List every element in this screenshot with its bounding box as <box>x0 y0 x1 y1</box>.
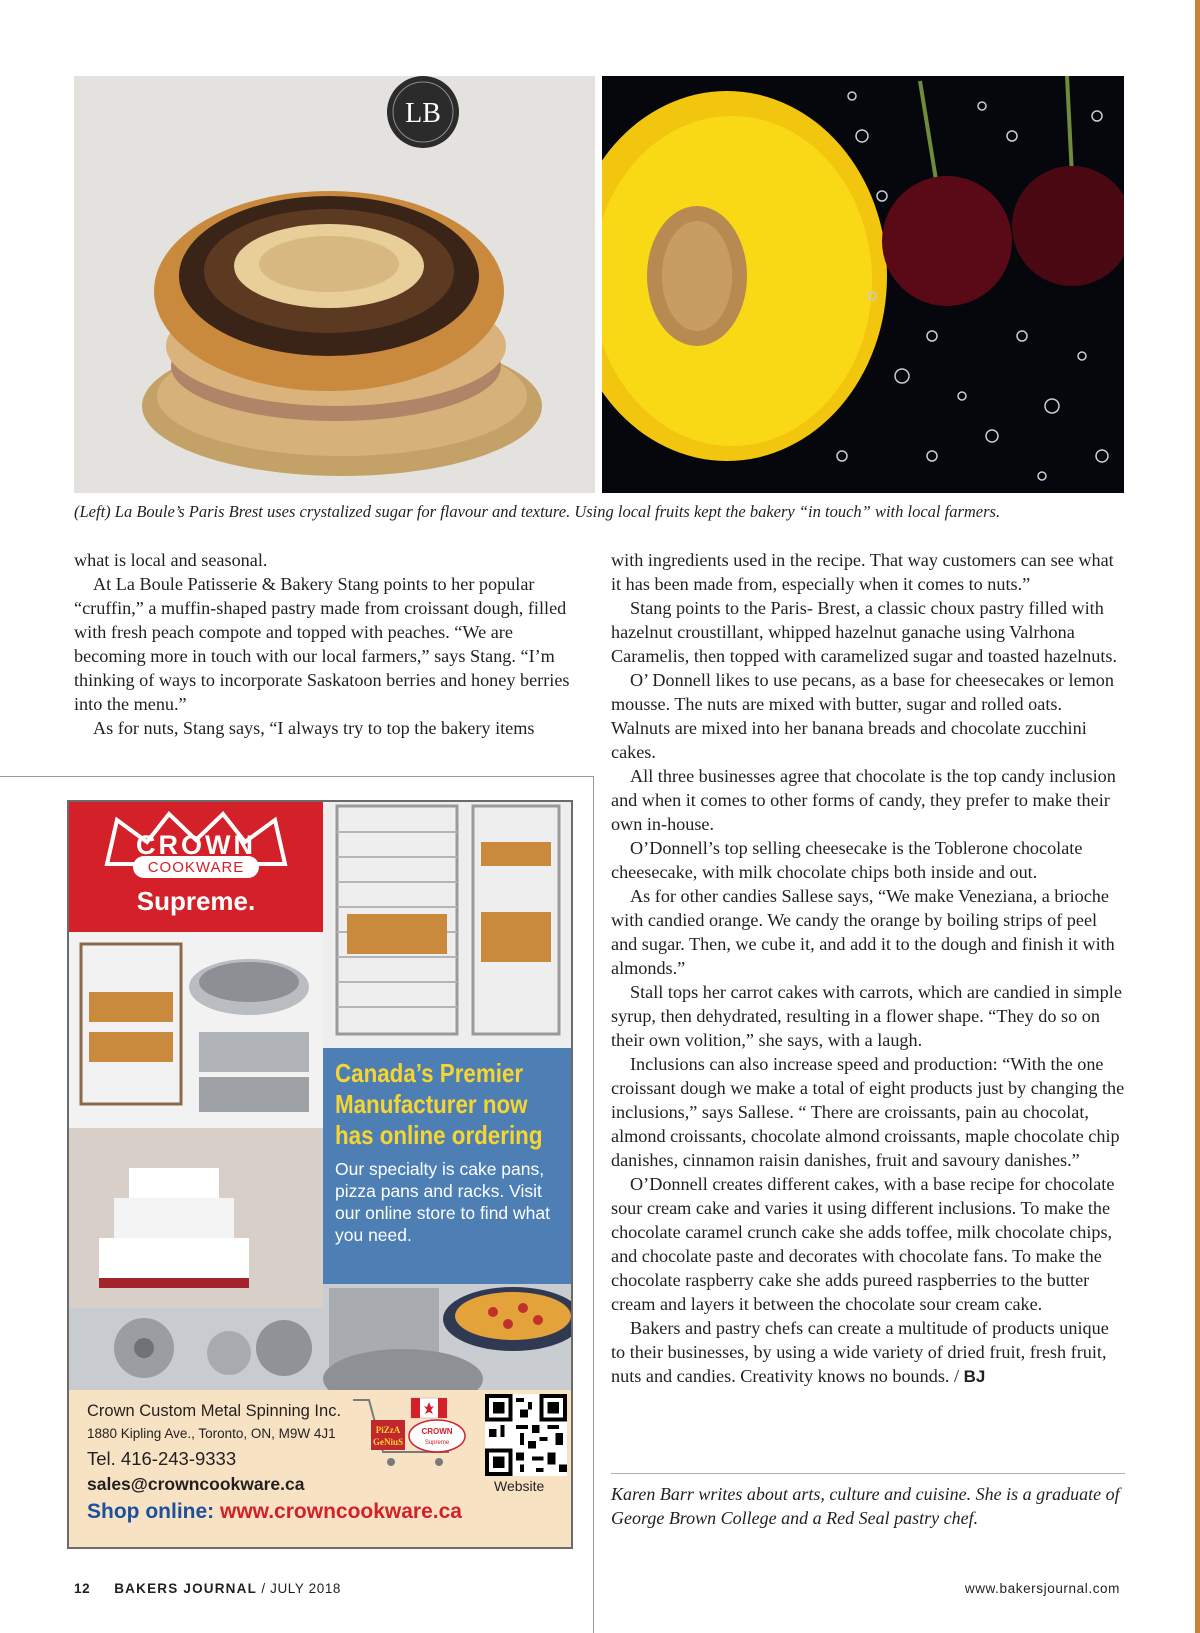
shop-online-label: Shop online: <box>87 1500 215 1523</box>
ad-contact-panel <box>69 1390 571 1547</box>
company-email[interactable]: sales@crowncookware.ca <box>87 1474 305 1494</box>
lb-badge-text: LB <box>405 98 441 129</box>
pizza-genius-cart-icon <box>349 1392 469 1482</box>
shop-online-link[interactable] <box>87 1500 462 1524</box>
paragraph: O’ Donnell likes to use pecans, as a base for cheesecakes or lemon mousse. The nuts are mixed with butter, sugar and rolled oats. Walnuts are mixed into her banana breads and chocolate zucchini cakes. <box>611 670 1114 762</box>
footer-folio <box>74 1581 341 1596</box>
peach-cherries-photo <box>602 76 1124 493</box>
magazine-name: BAKERS JOURNAL <box>114 1581 258 1596</box>
svg-text:CROWN: CROWN <box>421 1427 453 1436</box>
cart-pans-image <box>69 932 323 1128</box>
bun-rack-photo <box>323 802 571 1048</box>
ad-body-text: Our specialty is cake pans, pizza pans and racks. Visit our online store to find what you need. <box>335 1159 550 1245</box>
company-address: 1880 Kipling Ave., Toronto, ON, M9W 4J1 <box>87 1426 336 1441</box>
brand-cookware: COOKWARE <box>147 859 245 876</box>
closing-paragraph <box>611 1316 1125 1389</box>
peach-cherries-image <box>602 76 1124 493</box>
article-right-column <box>611 548 1125 1389</box>
shop-online-url[interactable]: www.crowncookware.ca <box>220 1500 462 1523</box>
bun-rack-image <box>323 802 571 1048</box>
crown-cookware-logo <box>69 802 323 932</box>
pizza-pans-image <box>323 1284 571 1390</box>
svg-text:PiZzA: PiZzA <box>375 1425 401 1435</box>
paragraph: Stang points to the Paris- Brest, a classic choux pastry filled with hazelnut croustillant, whipped hazelnut ganache using Valrhona Caramelis, then topped with caramelized sugar and toasted hazelnuts. <box>611 598 1118 666</box>
wedding-cake-image <box>69 1128 323 1390</box>
photo-caption: (Left) La Boule’s Paris Brest uses crystalized sugar for flavour and texture. Using local fruits kept the bakery “in touch” with local farmers. <box>74 502 1001 521</box>
brand-supreme: Supreme. <box>136 886 256 916</box>
paragraph: O’Donnell creates different cakes, with a base recipe for chocolate sour cream cake and varies it using different inclusions. To make the chocolate caramel crunch cake she adds toffee, milk chocolate chips, and chocolate paste and decorates with chocolate fans. To make the chocolate raspberry cake she adds pureed raspberries to the butter cream and layers it between the chocolate sour cream cake. <box>611 1174 1115 1314</box>
paragraph: Stall tops her carrot cakes with carrots, which are candied in simple syrup, then dehydrated, resulting in a flower shape. “They do so on their own volition,” she says, with a laugh. <box>611 982 1122 1050</box>
ad-message-panel <box>323 1048 573 1284</box>
paris-brest-photo <box>74 76 595 493</box>
ad-frame-side-rule <box>593 776 594 1633</box>
page-number: 12 <box>74 1581 91 1596</box>
ad-headline: Canada’s Premier Manufacturer now has online ordering <box>335 1058 543 1150</box>
paragraph: Inclusions can also increase speed and production: “With the one croissant dough we make a total of eight products just by changing the inclusions,” says Sallese. “ There are croissants, pain au chocolat, almond croissants, chocolate almond croissants, maple chocolate chip danishes, cinnamon raisin danishes, fruit and savoury danishes.” <box>611 1054 1125 1170</box>
paragraph: All three businesses agree that chocolate is the top candy inclusion and when it comes to other forms of candy, they prefer to make their own in-house. <box>611 766 1116 834</box>
wedding-cake-photo <box>69 1128 323 1390</box>
svg-text:Supreme: Supreme <box>424 1440 450 1446</box>
paragraph: As for nuts, Stang says, “I always try to top the bakery items <box>93 718 535 738</box>
paris-brest-image <box>74 76 595 493</box>
company-name: Crown Custom Metal Spinning Inc. <box>87 1402 342 1420</box>
pizza-pans-photo <box>323 1284 571 1390</box>
bio-divider <box>611 1473 1125 1474</box>
company-phone: Tel. 416-243-9333 <box>87 1448 237 1469</box>
website-label: Website <box>494 1478 545 1494</box>
issue-date: / JULY 2018 <box>261 1581 342 1596</box>
crown-cookware-advertisement[interactable] <box>67 800 573 1549</box>
cart-and-pans-photo <box>69 932 323 1128</box>
page-edge-strip <box>1195 0 1200 1633</box>
paragraph: As for other candies Sallese says, “We make Veneziana, a brioche with candied orange. We candy the orange by boiling strips of peel and sugar. Then, we cube it, and add it to the dough and finish it with almonds.” <box>611 886 1115 978</box>
author-bio: Karen Barr writes about arts, culture and cuisine. She is a graduate of George Brown College and a Red Seal pastry chef. <box>611 1484 1120 1528</box>
paragraph: what is local and seasonal. <box>74 550 268 570</box>
footer-website[interactable]: www.bakersjournal.com <box>964 1581 1120 1596</box>
paragraph: O’Donnell’s top selling cheesecake is the Toblerone chocolate cheesecake, with milk chocolate chips both inside and out. <box>611 838 1083 882</box>
paragraph: with ingredients used in the recipe. That way customers can see what it has been made from, especially when it comes to nuts.” <box>611 550 1114 594</box>
brand-crown: CROWN <box>136 830 256 860</box>
closing-text: Bakers and pastry chefs can create a multitude of products unique to their businesses, by using a wide variety of dried fruit, fresh fruit, nuts and candies. Creativity knows no bounds. / <box>611 1318 1109 1386</box>
bj-signoff: BJ <box>963 1367 986 1386</box>
ad-frame-top-rule <box>0 776 594 777</box>
svg-text:GeNiuS: GeNiuS <box>372 1437 404 1447</box>
qr-code-icon[interactable] <box>485 1394 567 1476</box>
paragraph: At La Boule Patisserie & Bakery Stang points to her popular “cruffin,” a muffin-shaped pastry made from croissant dough, filled with fresh peach compote and topped with peaches. “We are becoming more in touch with our local farmers,” says Stang. “I’m thinking of ways to incorporate Saskatoon berries and honey berries into the menu.” <box>74 574 570 714</box>
article-left-column <box>74 548 586 740</box>
